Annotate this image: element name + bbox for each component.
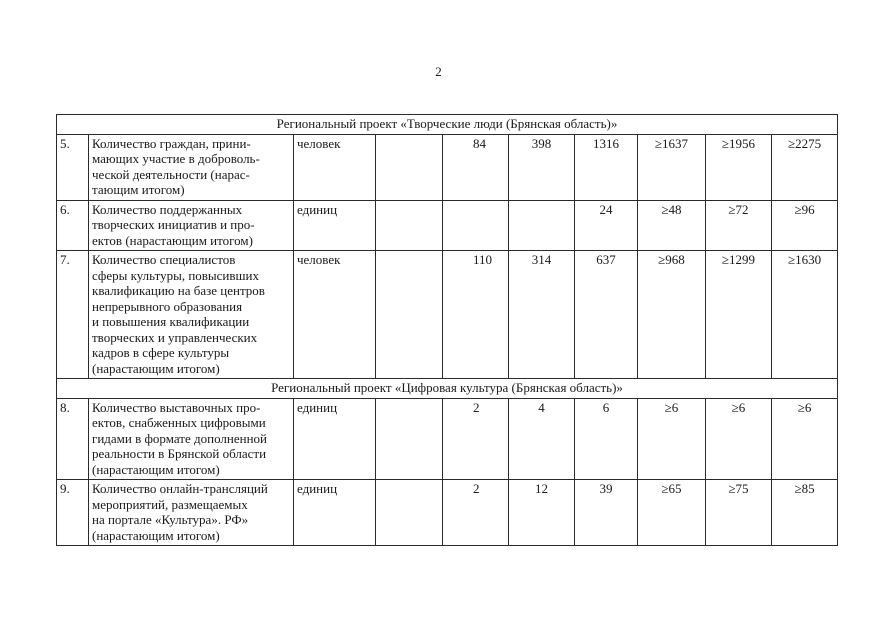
indicator-name [89, 200, 294, 251]
year-value [509, 200, 575, 251]
indicator-line: ектов (нарастающим итогом) [92, 232, 253, 248]
year-value: ≥72 [706, 200, 772, 251]
table-row [57, 398, 838, 480]
row-number: 7. [57, 251, 89, 379]
year-value: 24 [575, 200, 638, 251]
unit: единиц [294, 398, 376, 480]
year-value: 39 [575, 480, 638, 546]
year-value: 4 [509, 398, 575, 480]
year-value: ≥6 [638, 398, 706, 480]
indicator-line: мероприятий, размещаемых [92, 496, 248, 512]
section-row [57, 115, 838, 135]
indicator-line: гидами в формате дополненной [92, 430, 267, 446]
row-number: 6. [57, 200, 89, 251]
year-value: ≥65 [638, 480, 706, 546]
row-number: 5. [57, 134, 89, 200]
table-row [57, 200, 838, 251]
indicator-name [89, 398, 294, 480]
base-value [376, 134, 443, 200]
year-value: ≥968 [638, 251, 706, 379]
indicator-name [89, 251, 294, 379]
year-value: 6 [575, 398, 638, 480]
page-number: 2 [435, 64, 442, 79]
indicator-line: творческих инициатив и про- [92, 217, 255, 232]
section-title: Региональный проект «Творческие люди (Брянская область)» [57, 115, 838, 135]
year-value: ≥6 [706, 398, 772, 480]
unit: единиц [294, 200, 376, 251]
year-value: 84 [443, 134, 509, 200]
indicator-line: и повышения квалификации [92, 314, 250, 329]
row-number: 8. [57, 398, 89, 480]
unit: человек [294, 251, 376, 379]
year-value: ≥6 [772, 398, 838, 480]
indicator-line: реальности в Брянской области [92, 446, 267, 461]
base-value [376, 251, 443, 379]
year-value: 2 [443, 398, 509, 480]
year-value: ≥1299 [706, 251, 772, 379]
indicator-line: Количество поддержанных [92, 201, 243, 217]
year-value [443, 200, 509, 251]
unit: человек [294, 134, 376, 200]
indicator-line: Количество специалистов [92, 252, 236, 267]
base-value [376, 200, 443, 251]
indicator-line: мающих участие в доброволь- [92, 151, 260, 166]
table-row [57, 134, 838, 200]
indicator-line: Количество онлайн-трансляций [92, 481, 268, 496]
table-row [57, 251, 838, 379]
indicator-line: (нарастающим итогом) [92, 527, 220, 543]
indicator-name [89, 480, 294, 546]
year-value: ≥1630 [772, 251, 838, 379]
row-number: 9. [57, 480, 89, 546]
indicator-name [89, 134, 294, 200]
indicator-line: непрерывного образования [92, 298, 243, 314]
year-value: 1316 [575, 134, 638, 200]
indicator-line: Количество граждан, прини- [92, 135, 251, 151]
section-row [57, 379, 838, 399]
indicator-line: ческой деятельности (нарас- [92, 166, 250, 182]
year-value: ≥96 [772, 200, 838, 251]
year-value: 637 [575, 251, 638, 379]
year-value: 12 [509, 480, 575, 546]
year-value: ≥1637 [638, 134, 706, 200]
indicator-line: Количество выставочных про- [92, 399, 261, 415]
indicator-line: на портале «Культура». РФ» [92, 512, 249, 527]
year-value: 110 [443, 251, 509, 379]
year-value: ≥48 [638, 200, 706, 251]
indicator-line: сферы культуры, повысивших [92, 267, 259, 283]
base-value [376, 398, 443, 480]
indicator-line: кадров в сфере культуры [92, 345, 230, 360]
year-value: ≥75 [706, 480, 772, 546]
indicators-table [56, 114, 838, 546]
year-value: ≥85 [772, 480, 838, 546]
section-title: Региональный проект «Цифровая культура (Брянская область)» [57, 379, 838, 399]
unit: единиц [294, 480, 376, 546]
year-value: 314 [509, 251, 575, 379]
indicator-line: (нарастающим итогом) [92, 360, 220, 376]
year-value: ≥1956 [706, 134, 772, 200]
year-value: 398 [509, 134, 575, 200]
indicator-line: (нарастающим итогом) [92, 461, 220, 477]
table-row [57, 480, 838, 546]
indicator-line: ектов, снабженных цифровыми [92, 415, 266, 430]
indicator-line: творческих и управленческих [92, 329, 258, 345]
indicator-line: тающим итогом) [92, 182, 185, 197]
base-value [376, 480, 443, 546]
year-value: ≥2275 [772, 134, 838, 200]
indicator-line: квалификацию на базе центров [92, 283, 265, 298]
year-value: 2 [443, 480, 509, 546]
